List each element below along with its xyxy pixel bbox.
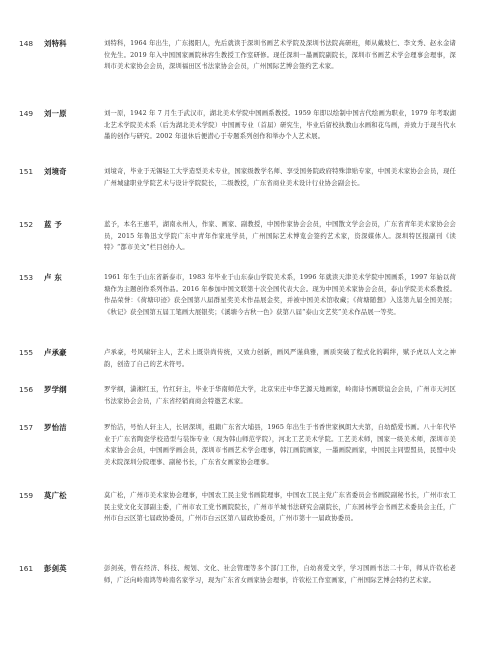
artist-name: 刘一原: [44, 109, 67, 118]
artist-name: 罗学纲: [44, 385, 67, 394]
entry-number: 159: [19, 491, 34, 500]
entry-number: 149: [19, 109, 34, 118]
artist-name: 卢 东: [44, 273, 62, 282]
artist-name: 彭剑英: [44, 564, 67, 573]
artist-name: 罗怡洁: [44, 423, 67, 432]
entry-number: 157: [19, 423, 34, 432]
artist-name: 刘特科: [44, 39, 67, 48]
artist-bio: 莫广松，广州市美术家协会理事，中国农工民主党书画院理事，中国农工民主党广东省委员会书画院副秘书长，广州市农工民主党文化支部副主委，广州市农工党书画院院长，广州市羊城书法研究会副院长，广东园林学会书画艺术委员会主任，广州市白云区第七届政协委员，广州市白云区第八届政协委员，广州市第十一届政协委员。: [104, 492, 456, 522]
entry-number: 155: [19, 348, 34, 357]
artist-bio: 罗学纲，潇湘红玉，竹红轩主，毕业于华南师范大学，北京宋庄中华艺源天地画家，岭南诗书画联谊会会员，广州市天河区书法家协会会员，广东省经销商商会特邀艺术家。: [104, 386, 456, 405]
entry-number: 153: [19, 273, 34, 282]
entry-number: 156: [19, 385, 34, 394]
artist-bio: 罗怡洁，号怡人轩主人，长居深圳，祖籍广东省大埔县，1965 年出生于书香世家枫朗大夫第，自幼酷爱书画。八十年代毕业于广东省陶瓷学校造型与装饰专业（现为韩山师范学院），河北工艺美术学院。工艺美术师，国家一级美术师，深圳市美术家协会会员，中国画学画会员，深圳市书画艺术学会理事，韩江画院画家，一墨画院画家，中国民主同盟盟员，民盟中央美术院深圳分院理事、副秘书长，广东省女画家协会理事。: [104, 424, 456, 466]
artist-name: 莫广松: [44, 491, 67, 500]
artist-name: 刘境奇: [44, 167, 67, 176]
artist-bio: 蓝予，本名王惠平，湖南永州人，作家、画家、副教授，中国作家协会会员，中国散文学会会员，广东省青年美术家协会会员，2015 年鲁迅文学院广东中青年作家班学员，广州国际艺术博览会签约艺术家，资深媒体人。深圳特区报副刊《读特》“都市美文”栏目创办人。: [104, 221, 456, 251]
entry-number: 152: [19, 220, 34, 229]
artist-bio: 刘境奇，毕业于无锡轻工大学造型美术专业，国家级教学名师、享受国务院政府特殊津贴专家，中国美术家协会会员，现任广州城建职业学院艺术与设计学院院长，二级教授，广东省商业美术设计行业协会副会长。: [104, 168, 456, 187]
artist-bio: 刘特科，1964 年出生，广东揭阳人，先后就读于深圳书画艺术学院及深圳书法院高研班，师从戴坡仁、李文秀、赵永金诸位先生。2019 年入中国国家画院林容生教授工作室研修。现任深圳一墨画院副院长，深圳市书画艺术学会理事会理事，深圳市美术家协会会员，深圳福田区书法家协会会员，广州国际艺博会签约艺术家。: [104, 40, 456, 70]
entry-number: 148: [19, 39, 34, 48]
artist-bio: 卢承豪，号风啸轩主人，艺术上既崇尚传统，又致力创新，画风严谨典雅，画质突破了程式化的羁绊，赋予虎以人文之神韵，创造了自己的艺术符号。: [104, 349, 456, 368]
artist-bio: 彭剑英，曾在经济、科技、规划、文化、社会管理等多个部门工作，自幼喜爱文学，学习国画书法二十年，师从许钦松老师，广泛向岭南鸿等岭南名家学习，现为广东省女画家协会理事，许钦松工作室画家，广州国际艺博会特约艺术家。: [104, 565, 456, 584]
entry-number: 161: [19, 564, 34, 573]
artist-bio: 刘一原，1942 年 7 月生于武汉市，湖北美术学院中国画系教授。1959 年即以绘制中国古代绘画为职业，1979 年考取湖北艺术学院美术系（后为湖北美术学院）中国画专业（首届）研究生，毕业后留校执教山水画和花鸟画，并致力于现当代水墨的创作与研究。2002 年退休后便潜心于专题系列创作和举办个人艺术展。: [104, 110, 456, 140]
artist-bio: 1961 年生于山东省新泰市，1983 年毕业于山东泰山学院美术系，1996 年就读天津美术学院中国画系，1997 年始以荷塘作为主题创作系列作品。2016 年参加中国文联第十次全国代表大会。现为中国美术家协会会员，泰山学院美术系教授。作品荣誉：《荷塘印迹》获全国第八届群星奖美术作品展金奖，并被中国美术馆收藏；《荷塘随想》入选第九届全国美展；《秋记》获全国第五届工笔画大展银奖；《溪塘今古秋一色》获第八届“泰山文艺奖”美术作品展一等奖。: [104, 274, 456, 316]
artist-name: 卢承豪: [44, 348, 67, 357]
artist-name: 蓝 予: [44, 220, 62, 229]
entry-number: 151: [19, 167, 34, 176]
